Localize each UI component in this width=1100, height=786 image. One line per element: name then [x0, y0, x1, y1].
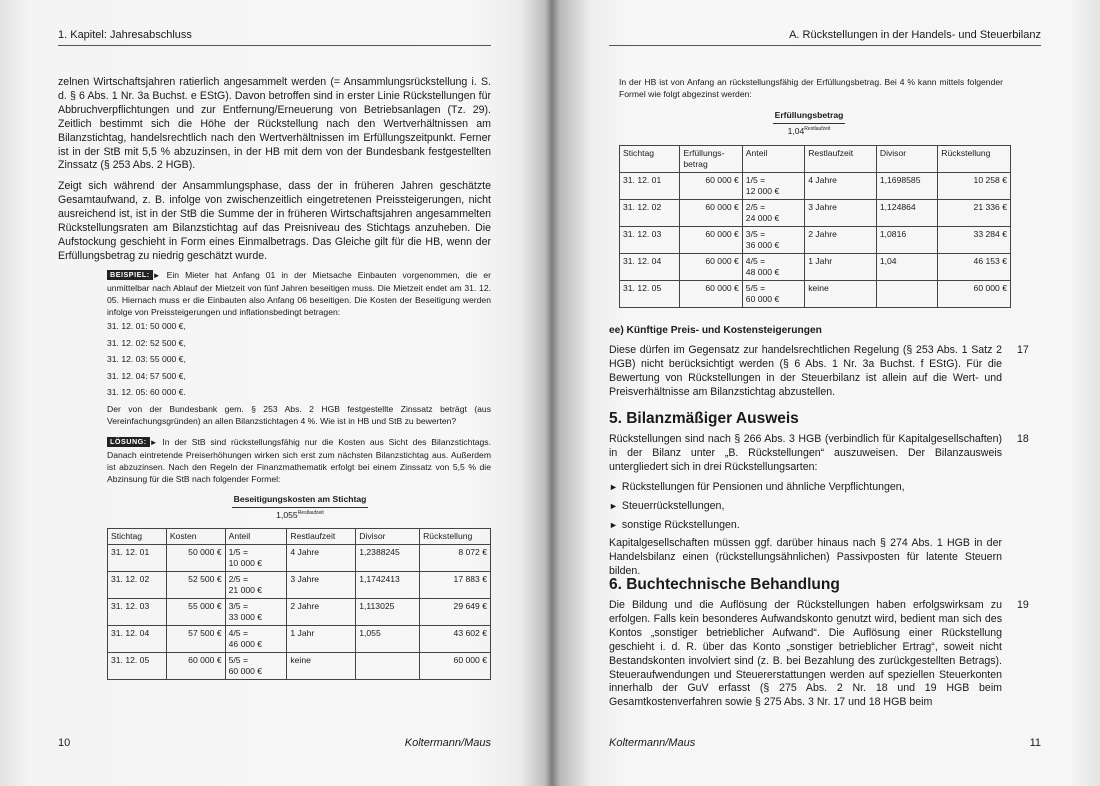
cell-provision: 21 336 € — [938, 200, 1011, 227]
cell-share: 5/5 = 60 000 € — [225, 653, 287, 680]
cell-cost: 50 000 € — [166, 545, 225, 572]
cell-cost: 57 500 € — [166, 626, 225, 653]
example-tag: BEISPIEL: — [107, 270, 153, 280]
formula-numerator: Erfüllungsbetrag — [773, 110, 846, 124]
cell-share: 2/5 = 24 000 € — [742, 200, 804, 227]
cell-date: 31. 12. 05 — [620, 281, 680, 308]
cost-list-item: 31. 12. 04: 57 500 €, — [107, 371, 186, 381]
cell-provision: 29 649 € — [420, 599, 491, 626]
column-header: Divisor — [356, 529, 420, 545]
cell-date: 31. 12. 02 — [620, 200, 680, 227]
left-paragraph-1: zelnen Wirtschaftsjahren ratierlich angesammelt werden (= Ansammlungsrückstellung i. S. d. § 6 Abs. 1 Nr. 3a Buchst. e EStG). Davon betroffen sind in erster Linie Rückstellungen für Abbruchverpflichtungen und zur Entfernung/Erneuerung von Betriebsanlagen (Tz. 29). Zeitlich bestimmt sich die Höhe der Rückstellung nach den Wertverhältnissen am Bilanzstichtag, handelsrechtlich nach den Wertverhältnissen im Erfüllungszeitpunkt. Ferner ist in der StB mit 5,5 % abzuzinsen, in der HB mit dem von der Bundesbank festgestellten Zinssatz (§ 253 Abs. 2 HGB). — [58, 76, 491, 172]
cell-share: 2/5 = 21 000 € — [225, 572, 287, 599]
cell-share: 3/5 = 33 000 € — [225, 599, 287, 626]
hb-formula — [709, 110, 909, 136]
section-heading-5: 5. Bilanzmäßiger Ausweis — [609, 410, 799, 427]
left-page — [58, 0, 491, 786]
cost-list-item: 31. 12. 03: 55 000 €, — [107, 354, 186, 364]
cell-amount: 60 000 € — [680, 227, 742, 254]
table-row — [620, 281, 1011, 308]
cell-share: 5/5 = 60 000 € — [742, 281, 804, 308]
cell-date: 31. 12. 03 — [108, 599, 167, 626]
cell-divisor: 1,1698585 — [876, 173, 937, 200]
cell-divisor: 1,055 — [356, 626, 420, 653]
column-header: Restlaufzeit — [287, 529, 356, 545]
cell-provision: 60 000 € — [938, 281, 1011, 308]
right-page-header — [609, 27, 1041, 46]
bullet-item: ► sonstige Rückstellungen. — [609, 519, 740, 531]
cell-share: 4/5 = 46 000 € — [225, 626, 287, 653]
cell-term: 2 Jahre — [805, 227, 877, 254]
table-row — [620, 173, 1011, 200]
solution-block — [107, 436, 491, 485]
cell-share: 1/5 = 12 000 € — [742, 173, 804, 200]
cell-share: 4/5 = 48 000 € — [742, 254, 804, 281]
margin-number-19: 19 — [1017, 599, 1029, 611]
cell-share: 3/5 = 36 000 € — [742, 227, 804, 254]
tax-provision-table — [107, 528, 491, 680]
cell-term: 1 Jahr — [805, 254, 877, 281]
page-number: 10 — [58, 737, 71, 749]
cell-provision: 8 072 € — [420, 545, 491, 572]
column-header: Divisor — [876, 146, 937, 173]
column-header: Erfüllungs- betrag — [680, 146, 742, 173]
column-header: Anteil — [742, 146, 804, 173]
left-page-header — [58, 27, 491, 46]
left-header-title: 1. Kapitel: Jahresabschluss — [58, 29, 192, 41]
cell-date: 31. 12. 04 — [620, 254, 680, 281]
cell-divisor: 1,1742413 — [356, 572, 420, 599]
paragraph-17: Diese dürfen im Gegensatz zur handelsrechtlichen Regelung (§ 253 Abs. 1 Satz 2 HGB) nicht berücksichtigt werden (§ 6 Abs. 1 Nr. 3a Buchst. f EStG). Für die Bewertung von Rückstellungen in der Steuerbilanz ist allein auf die Wert- und Preisverhältnisse am Bilanzstichtag abzustellen. — [609, 344, 1002, 398]
column-header: Stichtag — [620, 146, 680, 173]
page-number: 11 — [1029, 737, 1041, 749]
cell-provision: 33 284 € — [938, 227, 1011, 254]
cell-provision: 43 602 € — [420, 626, 491, 653]
column-header: Restlaufzeit — [805, 146, 877, 173]
footer-authors: Koltermann/Maus — [404, 737, 491, 749]
example-text: Ein Mieter hat Anfang 01 in der Mietsache Einbauten vorgenommen, die er unmittelbar nach Ablauf der Mietzeit von fünf Jahren beseitigen muss. Die Mietzeit endet am 31. 12. 05. Hiernach muss er die Einbauten also Anfang 06 beseitigen. Die Kosten der Beseitigung werden infolge von Preissteigerungen und inflationsbedingt betragen: — [107, 270, 491, 317]
hb-provision-table — [619, 145, 1011, 308]
column-header: Rückstellung — [420, 529, 491, 545]
table-row — [108, 545, 491, 572]
arrow-icon: ► — [149, 438, 158, 447]
cell-amount: 60 000 € — [680, 254, 742, 281]
section-heading-ee: ee) Künftige Preis- und Kostensteigerungen — [609, 325, 822, 336]
cell-date: 31. 12. 02 — [108, 572, 167, 599]
cell-divisor: 1,0816 — [876, 227, 937, 254]
solution-text: In der StB sind rückstellungsfähig nur die Kosten aus Sicht des Bilanzstichtags. Danach eintretende Preiserhöhungen wirken sich erst zum nächsten Bilanzstichtag aus. Außerdem ist abzuzinsen. Nach den Regeln der Finanzmathematik erfolgt bei einem Zinssatz von 5,5 % die Abzinsung für die StB nach folgender Formel: — [107, 437, 491, 484]
cost-list-item: 31. 12. 02: 52 500 €, — [107, 338, 186, 348]
table-row — [108, 599, 491, 626]
column-header: Anteil — [225, 529, 287, 545]
cell-term: 2 Jahre — [287, 599, 356, 626]
table-header-row — [108, 529, 491, 545]
example-block — [107, 269, 491, 318]
cell-cost: 52 500 € — [166, 572, 225, 599]
arrow-icon: ► — [152, 271, 161, 280]
cell-cost: 60 000 € — [166, 653, 225, 680]
cell-term: 4 Jahre — [287, 545, 356, 572]
cell-provision: 17 883 € — [420, 572, 491, 599]
hb-intro: In der HB ist von Anfang an rückstellungsfähig der Erfüllungsbetrag. Bei 4 % kann mittels folgender Formel wie folgt abgezinst werden: — [619, 77, 1003, 99]
cell-term: 1 Jahr — [287, 626, 356, 653]
example-question: Der von der Bundesbank gem. § 253 Abs. 2 HGB festgestellte Zinssatz beträgt (aus Vereinfachungsgründen) an allen Bilanzstichtagen 4 %. Wie ist in HB und StB zu bewerten? — [107, 404, 491, 426]
cell-divisor — [356, 653, 420, 680]
table-row — [108, 572, 491, 599]
cell-divisor — [876, 281, 937, 308]
bullet-arrow-icon: ► — [609, 501, 618, 511]
paragraph-18b: Kapitalgesellschaften müssen ggf. darüber hinaus nach § 274 Abs. 1 HGB in der Handelsbilanz einen (rückstellungsähnlichen) Passivposten für latente Steuern bilden. — [609, 537, 1002, 577]
cell-divisor: 1,2388245 — [356, 545, 420, 572]
bullet-arrow-icon: ► — [609, 520, 618, 530]
table-row — [620, 254, 1011, 281]
column-header: Stichtag — [108, 529, 167, 545]
cell-date: 31. 12. 04 — [108, 626, 167, 653]
footer-authors: Koltermann/Maus — [609, 737, 696, 749]
cell-amount: 60 000 € — [680, 173, 742, 200]
margin-number-17: 17 — [1017, 344, 1029, 356]
tax-formula — [200, 494, 400, 520]
bullet-item: ► Rückstellungen für Pensionen und ähnliche Verpflichtungen, — [609, 481, 905, 493]
cell-divisor: 1,124864 — [876, 200, 937, 227]
right-header-title: A. Rückstellungen in der Handels- und Steuerbilanz — [789, 29, 1041, 41]
cell-date: 31. 12. 05 — [108, 653, 167, 680]
paragraph-18: Rückstellungen sind nach § 266 Abs. 3 HGB (verbindlich für Kapitalgesellschaften) in der Bilanz unter „B. Rückstellungen“ auszuweisen. Der Bilanzausweis untergliedert sich in drei Rückstellungsarten: — [609, 433, 1002, 473]
cell-date: 31. 12. 01 — [620, 173, 680, 200]
section-heading-6: 6. Buchtechnische Behandlung — [609, 576, 840, 593]
cell-provision: 10 258 € — [938, 173, 1011, 200]
formula-numerator: Beseitigungskosten am Stichtag — [232, 494, 369, 508]
column-header: Kosten — [166, 529, 225, 545]
cost-list-item: 31. 12. 01: 50 000 €, — [107, 321, 186, 331]
cell-amount: 60 000 € — [680, 281, 742, 308]
cell-provision: 60 000 € — [420, 653, 491, 680]
cell-term: 3 Jahre — [805, 200, 877, 227]
column-header: Rückstellung — [938, 146, 1011, 173]
cell-date: 31. 12. 03 — [620, 227, 680, 254]
cell-provision: 46 153 € — [938, 254, 1011, 281]
table-row — [108, 626, 491, 653]
bullet-item: ► Steuerrückstellungen, — [609, 500, 725, 512]
right-page — [609, 0, 1041, 786]
table-row — [108, 653, 491, 680]
bullet-arrow-icon: ► — [609, 482, 618, 492]
cost-list-item: 31. 12. 05: 60 000 €. — [107, 387, 186, 397]
cell-share: 1/5 = 10 000 € — [225, 545, 287, 572]
formula-denominator: $1,04^{Restlaufzeit}$ — [787, 126, 831, 136]
formula-denominator: $1,055^{Restlaufzeit}$ — [276, 510, 324, 520]
table-header-row — [620, 146, 1011, 173]
cell-term: keine — [805, 281, 877, 308]
cell-cost: 55 000 € — [166, 599, 225, 626]
cell-divisor: 1,04 — [876, 254, 937, 281]
cell-divisor: 1,113025 — [356, 599, 420, 626]
paragraph-19: Die Bildung und die Auflösung der Rückstellungen haben erfolgswirksam zu erfolgen. Falls kein besonderes Aufwandskonto genutzt wird, bedient man sich des Kontos „sonstiger betrieblicher Aufwand“. Die Auflösung einer Rückstellung geschieht i. d. R. über das Konto „sonstiger betrieblicher Ertrag“, soweit nicht Bestandskonten involviert sind (z. B. bei Bezahlung des zurückgestellten Betrags). Steueraufwendungen und Steuererstattungen werden auf speziellen Steuerkonten innerhalb der GuV erfasst (§ 275 Abs. 2 Nr. 18 und 19 HGB beim Gesamtkostenverfahren sowie § 275 Abs. 3 Nr. 17 und 18 HGB beim — [609, 599, 1002, 709]
table-row — [620, 227, 1011, 254]
cell-term: 4 Jahre — [805, 173, 877, 200]
table-row — [620, 200, 1011, 227]
left-paragraph-2: Zeigt sich während der Ansammlungsphase, dass der in früheren Jahren geschätzte Gesamtaufwand, z. B. infolge von zwischenzeitlich eingetretenen Preissteigerungen, nicht ausreichend ist, ist in der StB die Summe der in früheren Wirtschaftsjahren angesammelten Rückstellungsraten am Bilanzstichtag auf das Preisniveau des Stichtags anzuheben. Die Aufstockung geschieht in Form eines Einmalbetrags. Das Gleiche gilt für die HB, wenn der Erfüllungsbetrag zu niedrig geschätzt wurde. — [58, 180, 491, 262]
cell-term: keine — [287, 653, 356, 680]
cell-amount: 60 000 € — [680, 200, 742, 227]
margin-number-18: 18 — [1017, 433, 1029, 445]
cell-term: 3 Jahre — [287, 572, 356, 599]
cell-date: 31. 12. 01 — [108, 545, 167, 572]
solution-tag: LÖSUNG: — [107, 437, 150, 447]
